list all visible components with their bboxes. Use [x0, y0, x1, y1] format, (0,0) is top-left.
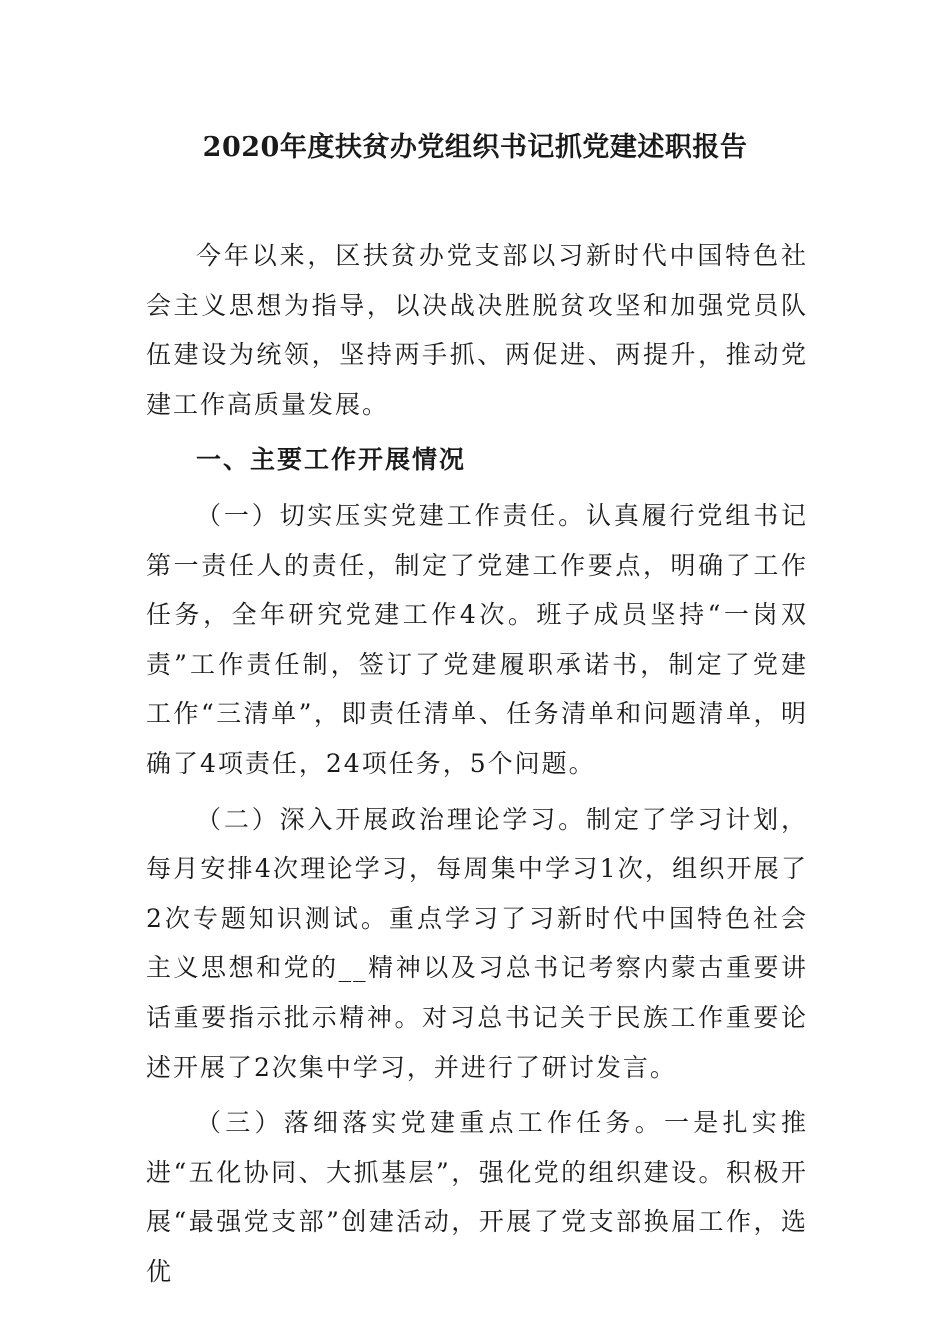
paragraph-responsibility: （一）切实压实党建工作责任。认真履行党组书记第一责任人的责任，制定了党建工作要点，明确了工作任务，全年研究党建工作4次。班子成员坚持“一岗双责”工作责任制，签订了党建履职承诺书，制定了党建工作“三清单”，即责任清单、任务清单和问题清单，明确了4项责任，24项任务，5个问题。: [146, 500, 808, 778]
document-body: [146, 231, 808, 1302]
paragraph-key-tasks: （三）落细落实党建重点工作任务。一是扎实推进“五化协同、大抓基层”，强化党的组织建设。积极开展“最强党支部”创建活动，开展了党支部换届工作，选优: [146, 1108, 808, 1286]
section-heading-1: 一、主要工作开展情况: [196, 445, 467, 475]
document-title: 2020年度扶贫办党组织书记抓党建述职报告: [202, 132, 748, 163]
intro-paragraph: 今年以来，区扶贫办党支部以习新时代中国特色社会主义思想为指导，以决战决胜脱贫攻坚和加强党员队伍建设为统领，坚持两手抓、两促进、两提升，推动党建工作高质量发展。: [146, 241, 808, 419]
paragraph-study: （二）深入开展政治理论学习。制定了学习计划，每月安排4次理论学习，每周集中学习1次，组织开展了2次专题知识测试。重点学习了习新时代中国特色社会主义思想和党的__精神以及习总书记考察内蒙古重要讲话重要指示批示精神。对习总书记关于民族工作重要论述开展了2次集中学习，并进行了研讨发言。: [146, 804, 808, 1082]
